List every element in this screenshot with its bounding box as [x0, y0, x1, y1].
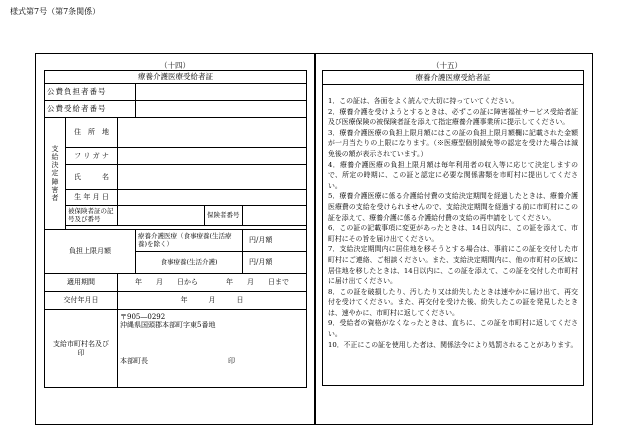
form-number: 様式第7号（第7条関係）: [10, 7, 101, 16]
insured-symbol-label: 被保険者証の記号及び番号: [66, 206, 118, 226]
note-8: 8．この証を破損したり、汚したり又は紛失したときは速やかに届け出て、再交付を受けてください。また、再交付を受けた後、紛失したこの証を発見したときは、速やかに、市町村に返してください。: [328, 287, 578, 317]
section-label: 支 給 決 定 障 害 者: [45, 118, 66, 230]
note-2: 2．療養介護を受けようとするときは、必ずこの証に障害福祉サービス受給者証及び医療保険の被保険者証を添えて指定療養介護事業所に提示してください。: [328, 107, 578, 127]
limit-meal-excluded-label: 療養介護医療（食事療養(生活療養)を除く）: [136, 230, 243, 252]
mayor-line: [120, 357, 304, 365]
applicable-period-label: 適用期間: [45, 274, 118, 292]
issue-date-label: 交付年月日: [45, 292, 118, 310]
limit-meal-value: 円/月額: [243, 252, 307, 274]
seal-mark: 印: [228, 357, 235, 366]
limit-meal-excluded-value: 円/月額: [243, 230, 307, 252]
furigana-label: フ リ ガ ナ: [66, 148, 118, 165]
insured-symbol-value: [118, 206, 205, 226]
recipient-number-value: [136, 101, 307, 118]
card-title: 療養介護医療受給者証: [45, 71, 307, 84]
note-4: 4．療養介護医療の負担上限月額は毎年利用者の収入等に応じて決定しますので、所定の時期に、この証と認定に必要な関係書類を市町村に提出してください。: [328, 160, 578, 190]
recipient-number-label: 公費受給者番号: [45, 101, 136, 118]
postal-code: 〒905―0292: [120, 313, 166, 321]
notes-card: [322, 70, 584, 386]
panel-label-right: （十五）: [432, 61, 462, 70]
limit-meal-label: 食事療養(生活介護): [136, 252, 243, 274]
notes-title: 療養介護医療受給者証: [323, 71, 583, 85]
note-10: 10．不正にこの証を使用した者は、関係法令により処罰されることがあります。: [328, 340, 578, 349]
notes-body: [323, 85, 583, 350]
note-3: 3．療養介護医療の負担上限月額にはこの証の負担上限月額欄に記載された金額が一月当たりの上限になります。（※医療型個別減免等の認定を受けた場合は減免後の額が表示されています。）: [328, 128, 578, 158]
mayor-name: 本部町長: [120, 357, 148, 366]
note-9: 9．受給者の資格がなくなったときは、直ちに、この証を市町村に返してください。: [328, 319, 578, 339]
birthdate-label: 生 年 月 日: [66, 190, 118, 206]
note-7: 7．支給決定期間内に居住地を移そうとする場合は、事前にこの証を交付した市町村にご連絡、ご相談ください。また、支給決定期間内に、他の市町村の区域に居住地を移したときは、14日以内に、この証を添えて、この証を交付した市町村に届け出てください。: [328, 245, 578, 286]
panel-label-left: （十四）: [160, 61, 190, 70]
address-value: [118, 118, 307, 148]
note-1: 1．この証は、各面をよく読んで大切に持っていてください。: [328, 97, 519, 105]
address-label: 住 所 地: [66, 118, 118, 148]
issue-date-value: 年 月 日: [118, 292, 307, 310]
furigana-value: [118, 148, 307, 165]
note-5: 5．療養介護医療に係る介護給付費の支給決定期間を経過したときは、療養介護医療費の支給を受けられませんので、支給決定期間を経過する前に市町村にこの証を添えて、療養介護に係る介護給付費の支給の再申請をしてください。: [328, 192, 578, 222]
municipality-value: [118, 310, 307, 388]
birthdate-value: [118, 190, 307, 206]
payer-number-label: 公費負担者番号: [45, 84, 136, 101]
payer-number-value: [136, 84, 307, 101]
applicable-period-value: 年 月 日から 年 月 日まで: [118, 274, 307, 292]
left-card: [44, 70, 307, 388]
note-6: 6．この証の記載事項に変更があったときは、14日以内に、この証を添えて、市町村にその旨を届け出てください。: [328, 224, 578, 243]
insurer-number-label: 保険者番号: [205, 206, 243, 226]
name-label: 氏 名: [66, 165, 118, 190]
monthly-limit-label: 負担上限月額: [45, 230, 136, 274]
name-value: [118, 165, 307, 190]
municipality-address: 沖縄県国頭郡本部町字東5番地: [120, 321, 216, 330]
insurer-number-value: [243, 206, 307, 226]
municipality-label: 支給市町村名及び印: [45, 310, 118, 388]
